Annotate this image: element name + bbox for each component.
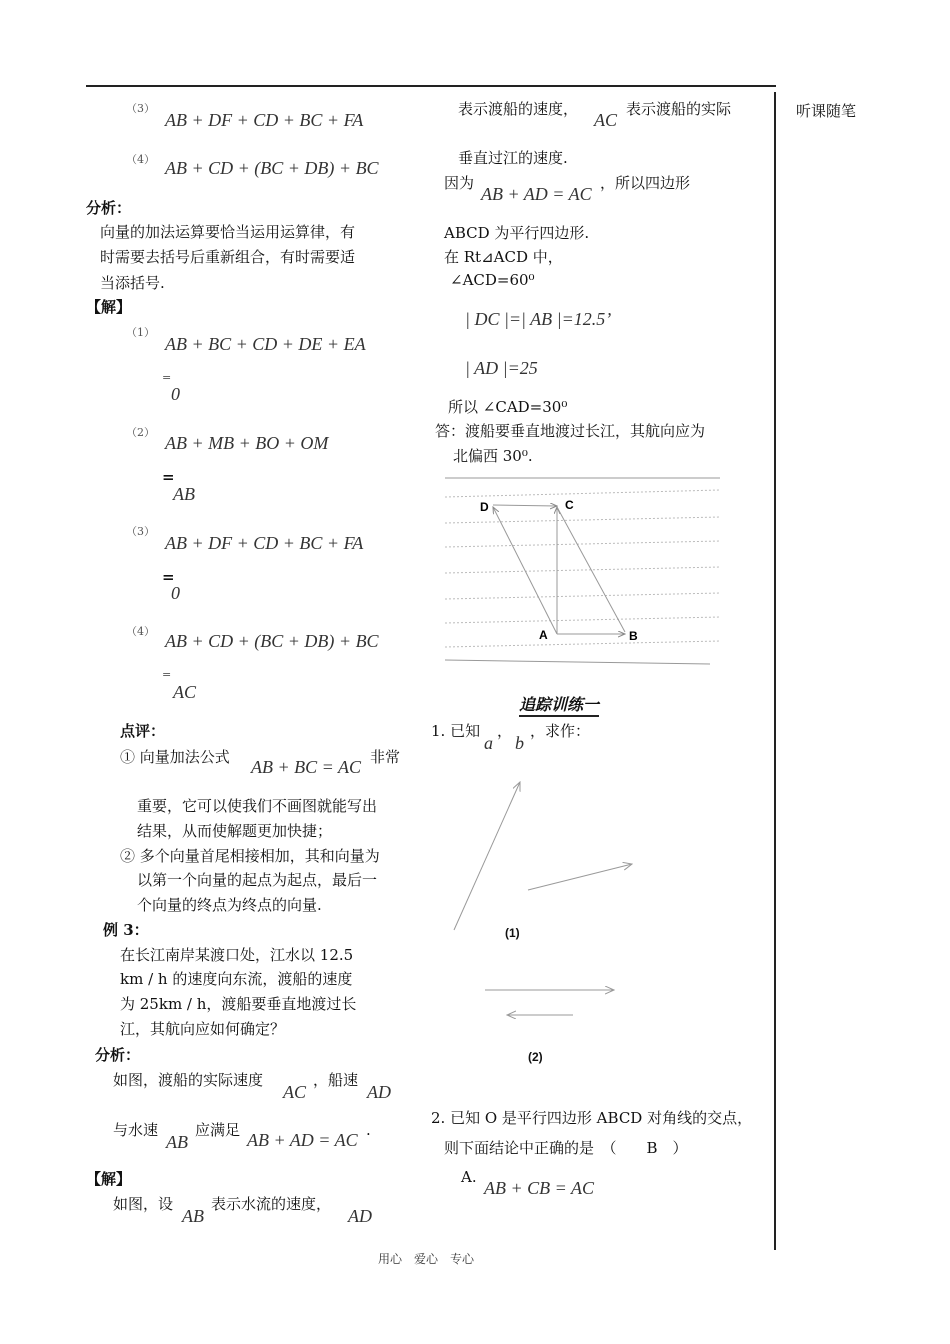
comment1-suffix: 非常 — [370, 748, 401, 766]
right-line-1b: 表示渡船的实际 — [626, 100, 732, 118]
s1-label: （1） — [126, 326, 155, 339]
solution2-ad: AD — [348, 1206, 372, 1226]
vector-a — [454, 782, 520, 930]
t1-comma: ， — [497, 722, 513, 740]
comment2-line-3: 个向量的终点为终点的向量. — [137, 896, 322, 914]
s3-label: （3） — [126, 525, 155, 538]
vector-dc — [493, 505, 557, 506]
comment-title: 点评： — [120, 722, 166, 740]
right-ac: AC — [594, 110, 618, 130]
s1-expression: AB + BC + CD + DE + EA — [165, 334, 366, 354]
comment1-prefix: ① 向量加法公式 — [120, 748, 230, 766]
s2-result: AB — [173, 484, 195, 504]
t2-line-2: 则下面结论中正确的是 （ B ） — [444, 1139, 688, 1157]
s4-equals: = — [162, 668, 172, 681]
margin-rule — [774, 92, 776, 1250]
label-a: A — [539, 628, 548, 642]
analysis2-ac: AC — [283, 1082, 307, 1102]
comment1-line-2: 结果，从而使解题更加快捷； — [137, 822, 333, 840]
ferry-figure — [440, 475, 725, 670]
s2-equals: = — [162, 468, 175, 486]
analysis2-ab: AB — [166, 1132, 188, 1152]
s3-result: 0 — [171, 583, 180, 603]
analysis2-text-1: 如图，渡船的实际速度 — [113, 1071, 264, 1089]
sidebar-note: 听课随笔 — [796, 102, 857, 120]
track-training-title: 追踪训练一 — [519, 692, 599, 717]
comment2-line-2: 以第一个向量的起点为起点，最后一 — [137, 871, 378, 889]
example3-line-4: 江，其航向应如何确定？ — [120, 1020, 286, 1038]
solution2-text-2: 表示水流的速度， — [211, 1195, 332, 1213]
right-line-6: ∠ACD=60⁰ — [450, 271, 535, 289]
t2-line-1: 2. 已知 O 是平行四边形 ABCD 对角线的交点， — [431, 1109, 753, 1127]
label-b: B — [629, 629, 638, 643]
figure-2-label: (2) — [528, 1050, 543, 1064]
solution2-ab: AB — [182, 1206, 204, 1226]
analysis-line-2: 时需要去括号后重新组合，有时需要适 — [100, 248, 356, 266]
analysis-line-3: 当添括号. — [100, 274, 165, 292]
s4-label: （4） — [126, 625, 155, 638]
comment1-formula: AB + BC = AC — [251, 757, 361, 777]
example3-line-2: km / h 的速度向东流，渡船的速度 — [120, 970, 353, 988]
option-a-label: A. — [461, 1168, 477, 1186]
example3-title: 例 3： — [103, 921, 149, 939]
right-line-2: 垂直过江的速度. — [458, 149, 568, 167]
q3-label: （3） — [126, 102, 155, 115]
analysis-line-1: 向量的加法运算要恰当运用运算律，有 — [100, 223, 356, 241]
q4-label: （4） — [126, 153, 155, 166]
q3-expression: AB + DF + CD + BC + FA — [165, 110, 364, 130]
s1-result: 0 — [171, 384, 180, 404]
right-line-5: 在 Rt⊿ACD 中， — [444, 248, 563, 266]
comment1-line-1: 重要，它可以使我们不画图就能写出 — [137, 797, 378, 815]
right-line-1: 表示渡船的速度， — [458, 100, 579, 118]
header-rule — [86, 85, 776, 87]
s2-label: （2） — [126, 426, 155, 439]
right-dc-ab: | DC |=| AB |=12.5’ — [465, 309, 612, 329]
analysis2-text-2: ，船速 — [313, 1071, 359, 1089]
vector-b — [528, 864, 632, 890]
comment2-line-1: ② 多个向量首尾相接相加，其和向量为 — [120, 847, 380, 865]
analysis2-ad: AD — [367, 1082, 391, 1102]
analysis-title: 分析： — [86, 199, 132, 217]
analysis2-text-4: 应满足 — [195, 1121, 241, 1139]
vector-ad — [493, 507, 557, 634]
figure-1-label: (1) — [505, 926, 520, 940]
s2-expression: AB + MB + BO + OM — [165, 433, 329, 453]
t1-text-2: ，求作： — [530, 722, 591, 740]
s3-expression: AB + DF + CD + BC + FA — [165, 533, 364, 553]
right-line-3a: 因为 — [444, 174, 475, 192]
solution2-title: 【解】 — [86, 1170, 132, 1188]
footer-text: 用心 爱心 专心 — [378, 1252, 475, 1266]
right-line-3b: ，所以四边形 — [600, 174, 691, 192]
label-c: C — [565, 498, 574, 512]
analysis2-text-3: 与水速 — [113, 1121, 159, 1139]
answer-line-2: 北偏西 30⁰. — [453, 447, 533, 465]
example3-line-1: 在长江南岸某渡口处，江水以 12.5 — [120, 946, 354, 964]
option-a-formula: AB + CB = AC — [484, 1178, 594, 1198]
vectors-figure — [440, 770, 650, 1070]
solution2-text-1: 如图，设 — [113, 1195, 174, 1213]
right-line-4: ABCD 为平行四边形. — [444, 224, 590, 242]
q4-expression: AB + CD + (BC + DB) + BC — [165, 158, 379, 178]
answer-line-1: 答：渡船要垂直地渡过长江，其航向应为 — [435, 422, 706, 440]
t1-text: 1. 已知 — [431, 722, 481, 740]
solution-title: 【解】 — [86, 298, 132, 316]
s4-expression: AB + CD + (BC + DB) + BC — [165, 631, 379, 651]
analysis2-formula: AB + AD = AC — [247, 1130, 358, 1150]
label-d: D — [480, 500, 489, 514]
analysis2-period: . — [366, 1121, 371, 1139]
s1-equals: = — [162, 371, 172, 384]
t1-a: a — [484, 733, 493, 753]
right-line-9: 所以 ∠CAD=30⁰ — [448, 398, 568, 416]
analysis2-title: 分析： — [95, 1046, 141, 1064]
right-formula: AB + AD = AC — [481, 184, 592, 204]
s4-result: AC — [173, 682, 197, 702]
t1-b: b — [515, 733, 524, 753]
right-ad: | AD |=25 — [465, 358, 538, 378]
example3-line-3: 为 25km / h，渡船要垂直地渡过长 — [120, 995, 357, 1013]
s3-equals: = — [162, 568, 175, 586]
